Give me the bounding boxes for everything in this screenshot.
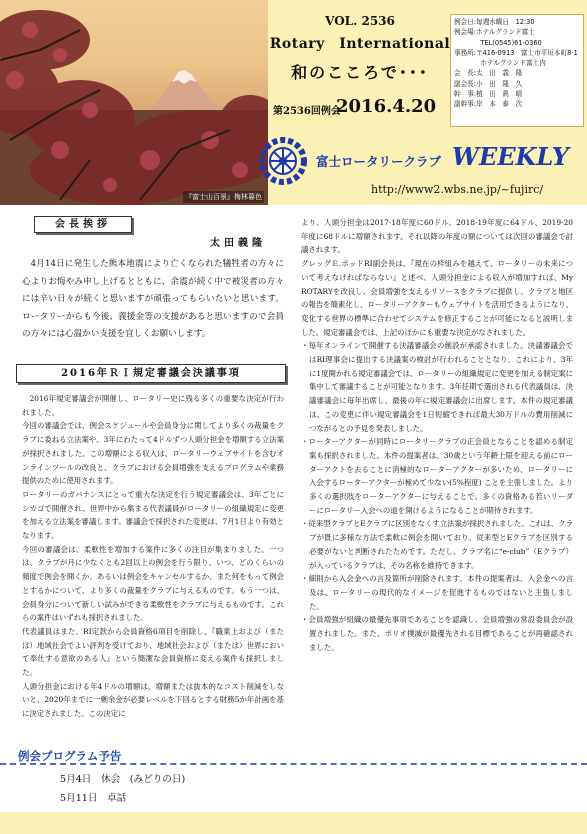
info-office: 事務所:〒416-0913 富士市平垣本町8-1 xyxy=(454,48,578,57)
program-list xyxy=(60,770,185,808)
newsletter-header xyxy=(0,0,587,205)
article-paragraph: 代表議員はまた、RI定款から会員資格6項目を削除し、『職業上および（または）地域社会でよい評判を受けており、地域社会および（または）世界において奉仕する意欲のある人』という簡潔な会員資格に変える案件も採択しました。 xyxy=(22,626,284,678)
info-vice-secretary: 副幹事:岸 本 泰 次 xyxy=(454,100,523,109)
volume-number: VOL. 2536 xyxy=(325,14,395,28)
president-greeting-heading: 会長挨拶 xyxy=(34,216,132,233)
article-paragraph: 今回の審議会では、例会スケジュールや会員身分に関してより多くの裁量をクラブに委ねる立法案や、3年にわたって4ドルずつ人頭分担金を増額する立法案が採択されました。この増額による収入は、ロータリーウェブサイトを含むオンラインツールの改良と、クラブにおける会員増強を支えるプログラムや業務提供のために使用されます。 xyxy=(22,421,284,486)
info-secretary: 幹 事:植 田 眞 晴 xyxy=(454,90,523,99)
article-paragraph: 人頭分担金における年4ドルの増額は、増額または抜本的なコスト削減をしないと、2020年までに一剰余金が必要レベルを下回るとする財務5か年計画を基に決定されました。この決定に xyxy=(22,681,284,719)
resolution-list xyxy=(301,339,573,654)
article-paragraph: グレッグＥ.ポッドRI副会長は、『現在の枠組みを越えて、ロータリーの未来について考えなければならない』と述べ、人頭分担金による収入が増加すれば、My ROTARYを改良し、会員増強を支えるリソースをクラブに提供し、クラブと地区の報告を簡素化し、ロータリーアクターもウェブサイトを活用できるようになり、変化する世界の標準に合わせてシステムを修正することが可能になると説明しました。規定審議会では、上記のほかにも重要な決定がなされました。 xyxy=(301,259,573,337)
president-name: 太田義隆 xyxy=(210,238,266,249)
program-item: 5月4日 休会 (みどりの日) xyxy=(60,774,186,785)
mount-fuji-plum-illustration xyxy=(0,0,268,205)
article-paragraph: ロータリーのガバナンスにとって重大な決定を行う規定審議会は、3年ごとにシカゴで開催され、世界中から集まる代表議員がロータリーの組織規定に変更を加える立法案を審議します。審議会で採択された変更は、7月1日より有効となります。 xyxy=(22,489,284,541)
motto: 和のこころで･･･ xyxy=(291,63,429,82)
footer-band xyxy=(0,812,587,834)
council-article-continued xyxy=(301,216,573,655)
club-name-english: Rotary International xyxy=(269,36,451,52)
info-office-location: ホテルグランド富士内 xyxy=(454,59,546,68)
resolution-item: ・ローターアクターが同時にロータリークラブの正会員となることを認める制定案も採択されました。本件の提案者は、30歳という年齢上限を迎える前にローターアクトを去ることに消極的なローターアクターが多いため、ロータリーに入会するローターアクターが極めて少ない(5%程度) ことを主張しました。より多くの選択肢をローターアクターに与えることで、多くの資格ある若いリーダーにロータリー入会への道を開けるようになることが期待されます。 xyxy=(301,437,573,515)
club-name-japanese: 富士ロータリークラブ xyxy=(316,154,442,169)
right-column xyxy=(301,216,573,655)
info-venue: 例会場:ホテルグランド富士 xyxy=(454,28,535,37)
cover-photo xyxy=(0,0,268,205)
weekly-logo: WEEKLY xyxy=(452,142,569,171)
president-message: 4月14日に発生した熊本地震により亡くなられた犠牲者の方々に心よりお悔やみ申し上げるとともに、余震が続く中で被災者の方々には辛い日々が続くと思いますが頑張ってもらいたいと思います。ロータリーからも今後、義援金等の支援があると思いますので会員の方々には心温かい支援を宜しくお願いします。 xyxy=(22,259,284,340)
info-venue-tel: TEL(0545)61-0360 xyxy=(454,38,542,47)
resolution-item: ・会員増強が組織の最優先事項であることを認識し、会員増強の常設委員会が設置されました。また、ポリオ撲滅が最優先される目標であることが再確認されました。 xyxy=(301,615,573,652)
program-item: 5月11日 卓話 xyxy=(60,793,127,804)
resolution-item: ・細則から入会金への言及箇所が削除されます。本件の提案者は、入会金への言及は、ロータリーの現代的なイメージを促進するものではないと主張しました。 xyxy=(301,574,573,611)
program-heading: 例会プログラム予告 xyxy=(18,749,122,763)
article-paragraph: より、人頭分担金は2017-18年度に60ドル、2018-19年度に64ドル、2019-20年度に68ドルに増額されます。それ以降の年度の額については次回の審議会で討議されます。 xyxy=(301,218,573,255)
council-article xyxy=(22,392,284,721)
info-meeting-day: 例会日:毎週水曜日 12:30 xyxy=(454,18,535,26)
meeting-number: 第2536回例会 xyxy=(273,106,341,117)
meeting-date: 2016.4.20 xyxy=(336,96,437,117)
article-paragraph: 今回の審議会は、柔軟性を増加する案件に多くの注目が集まりました。一つは、クラブが月に少なくとも2回以上の例会を行う限り、いつ、どのくらいの頻度で例会を開くか、あるいは例会をキャンセルするか、また何をもって例会とするかについて、より多くの裁量をクラブに与えるものです。もう一つは、会員身分について新しい試みができる柔軟性をクラブに与えるものです。これらの案件はいずれも採択されました。 xyxy=(22,544,284,623)
article-paragraph: 2016年規定審議会が開催し、ロータリー史に残る多くの重要な決定が行われました。 xyxy=(22,394,284,417)
council-resolutions-heading: 2016年ＲＩ規定審議会決議事項 xyxy=(16,364,286,383)
club-website-link[interactable]: http://www2.wbs.ne.jp/~fujirc/ xyxy=(371,183,544,196)
club-info-box xyxy=(450,14,584,127)
info-president: 会 長:太 田 義 隆 xyxy=(454,69,523,78)
photo-caption: 『富士山百景』梅林暮色 xyxy=(185,193,262,201)
resolution-item: ・従来型クラブとEクラブに区別をなくす立法案が採択されました。これは、クラブが既に多様な方法で柔軟に例会を開いており、従来型とEクラブを区別する必要がないと判断されたためです。ただし、クラブ名に“e-club”（Eクラブ）が入っているクラブは、その名称を維持できます。 xyxy=(301,519,573,570)
program-divider xyxy=(0,763,587,765)
rotary-emblem-icon xyxy=(254,136,312,186)
info-vice-president: 副会長:小 出 隆 久 xyxy=(454,79,523,88)
resolution-item: ・毎年オンラインで開催する決議審議会の創設が承認されました。決議審議会ではRI理事会に提出する決議案の検討が行われることとなり、これにより、3年に1度開かれる規定審議会では、ロータリーの組織規定に変更を加える制定案に集中して審議することが可能となります。3年任期で選出される代表議員は、決議審議会に毎年出席し、最後の年に規定審議会に出席します。本件の規定審議は、この変更に伴い規定審議会を1日短縮できれば最大30万ドルの費用削減につながるとの予見を発表しました。 xyxy=(301,341,573,433)
